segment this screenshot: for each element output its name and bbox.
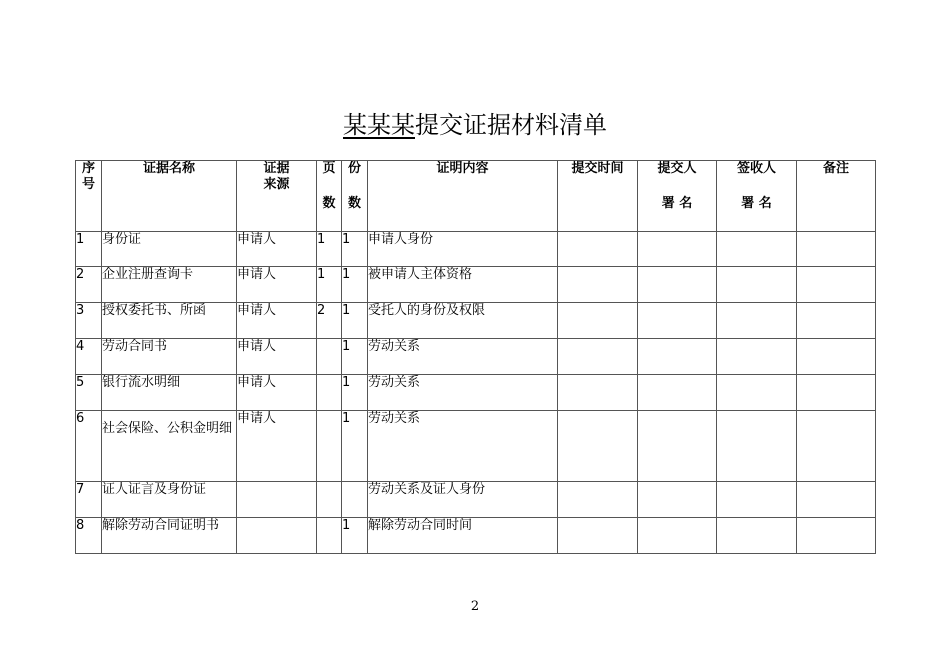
row-source: 申请人 (237, 411, 317, 482)
header-receiver (717, 161, 797, 232)
row-copies: 1 (342, 411, 368, 482)
row-pages (317, 339, 342, 375)
table-header-row (76, 161, 876, 232)
row-source: 申请人 (237, 232, 317, 267)
row-receiver (717, 375, 797, 411)
row-remarks (797, 411, 876, 482)
row-pages (317, 482, 342, 518)
row-evidence-name: 企业注册查询卡 (102, 267, 237, 303)
row-receiver (717, 518, 797, 554)
row-submit-time (558, 232, 638, 267)
row-source (237, 482, 317, 518)
row-content: 劳动关系 (368, 411, 558, 482)
row-pages: 1 (317, 267, 342, 303)
header-index-line2: 号 (81, 177, 95, 192)
table-row (76, 232, 876, 267)
table-row (76, 518, 876, 554)
header-source-line1: 证据 (263, 161, 290, 176)
row-submit-time (558, 518, 638, 554)
header-evidence-name: 证据名称 (102, 161, 237, 232)
row-evidence-name: 解除劳动合同证明书 (102, 518, 237, 554)
title-text: 提交证据材料清单 (415, 111, 607, 139)
row-submitter (638, 232, 717, 267)
row-pages (317, 375, 342, 411)
header-copies-line2: 数 (347, 196, 361, 211)
evidence-table (75, 160, 876, 554)
row-copies: 1 (342, 339, 368, 375)
header-index-line1: 序 (81, 161, 95, 176)
header-copies-line1: 份 (347, 161, 361, 176)
row-index: 8 (76, 518, 102, 554)
row-receiver (717, 482, 797, 518)
row-receiver (717, 267, 797, 303)
header-copies (342, 161, 368, 232)
row-index: 1 (76, 232, 102, 267)
header-submit-time: 提交时间 (558, 161, 638, 232)
row-content: 申请人身份 (368, 232, 558, 267)
header-submitter-line2: 署 名 (661, 196, 693, 211)
row-evidence-name: 银行流水明细 (102, 375, 237, 411)
row-source: 申请人 (237, 339, 317, 375)
row-receiver (717, 303, 797, 339)
row-submitter (638, 375, 717, 411)
row-remarks (797, 482, 876, 518)
row-source: 申请人 (237, 267, 317, 303)
row-pages: 1 (317, 232, 342, 267)
row-index: 7 (76, 482, 102, 518)
row-source (237, 518, 317, 554)
row-evidence-name: 劳动合同书 (102, 339, 237, 375)
row-pages: 2 (317, 303, 342, 339)
table-row (76, 267, 876, 303)
row-pages (317, 411, 342, 482)
row-source: 申请人 (237, 375, 317, 411)
row-submit-time (558, 267, 638, 303)
row-remarks (797, 339, 876, 375)
row-copies: 1 (342, 232, 368, 267)
header-submitter (638, 161, 717, 232)
header-remarks: 备注 (797, 161, 876, 232)
header-submitter-line1: 提交人 (657, 161, 697, 176)
row-submitter (638, 411, 717, 482)
header-source-line2: 来源 (263, 177, 290, 192)
row-content: 劳动关系及证人身份 (368, 482, 558, 518)
row-receiver (717, 339, 797, 375)
row-submit-time (558, 482, 638, 518)
row-receiver (717, 232, 797, 267)
row-submit-time (558, 339, 638, 375)
row-source: 申请人 (237, 303, 317, 339)
row-evidence-name: 授权委托书、所函 (102, 303, 237, 339)
row-index: 2 (76, 267, 102, 303)
header-pages-line1: 页 (322, 161, 336, 176)
row-index: 4 (76, 339, 102, 375)
row-copies: 1 (342, 518, 368, 554)
row-receiver (717, 411, 797, 482)
header-content: 证明内容 (368, 161, 558, 232)
row-content: 劳动关系 (368, 375, 558, 411)
row-content: 解除劳动合同时间 (368, 518, 558, 554)
row-submit-time (558, 411, 638, 482)
table-row (76, 303, 876, 339)
row-copies: 1 (342, 267, 368, 303)
row-content: 被申请人主体资格 (368, 267, 558, 303)
row-submitter (638, 267, 717, 303)
header-receiver-line1: 签收人 (736, 161, 776, 176)
row-remarks (797, 375, 876, 411)
row-evidence-name: 社会保险、公积金明细 (102, 411, 237, 482)
table-row (76, 482, 876, 518)
row-remarks (797, 518, 876, 554)
row-index: 5 (76, 375, 102, 411)
table-row (76, 339, 876, 375)
row-evidence-name: 证人证言及身份证 (102, 482, 237, 518)
row-submitter (638, 339, 717, 375)
row-submitter (638, 303, 717, 339)
page-number: 2 (470, 599, 480, 614)
header-receiver-line2: 署 名 (741, 196, 772, 211)
row-index: 6 (76, 411, 102, 482)
header-index (76, 161, 102, 232)
row-submitter (638, 482, 717, 518)
table-row (76, 375, 876, 411)
row-remarks (797, 232, 876, 267)
row-copies: 1 (342, 303, 368, 339)
document-title (0, 107, 950, 143)
row-content: 受托人的身份及权限 (368, 303, 558, 339)
row-submitter (638, 518, 717, 554)
header-pages-line2: 数 (322, 196, 336, 211)
title-underlined-name: 某某某 (343, 111, 415, 139)
row-submit-time (558, 375, 638, 411)
row-copies: 1 (342, 375, 368, 411)
row-copies (342, 482, 368, 518)
header-source (237, 161, 317, 232)
row-evidence-name: 身份证 (102, 232, 237, 267)
row-submit-time (558, 303, 638, 339)
row-remarks (797, 303, 876, 339)
header-pages (317, 161, 342, 232)
row-content: 劳动关系 (368, 339, 558, 375)
row-remarks (797, 267, 876, 303)
row-pages (317, 518, 342, 554)
row-index: 3 (76, 303, 102, 339)
table-row (76, 411, 876, 482)
